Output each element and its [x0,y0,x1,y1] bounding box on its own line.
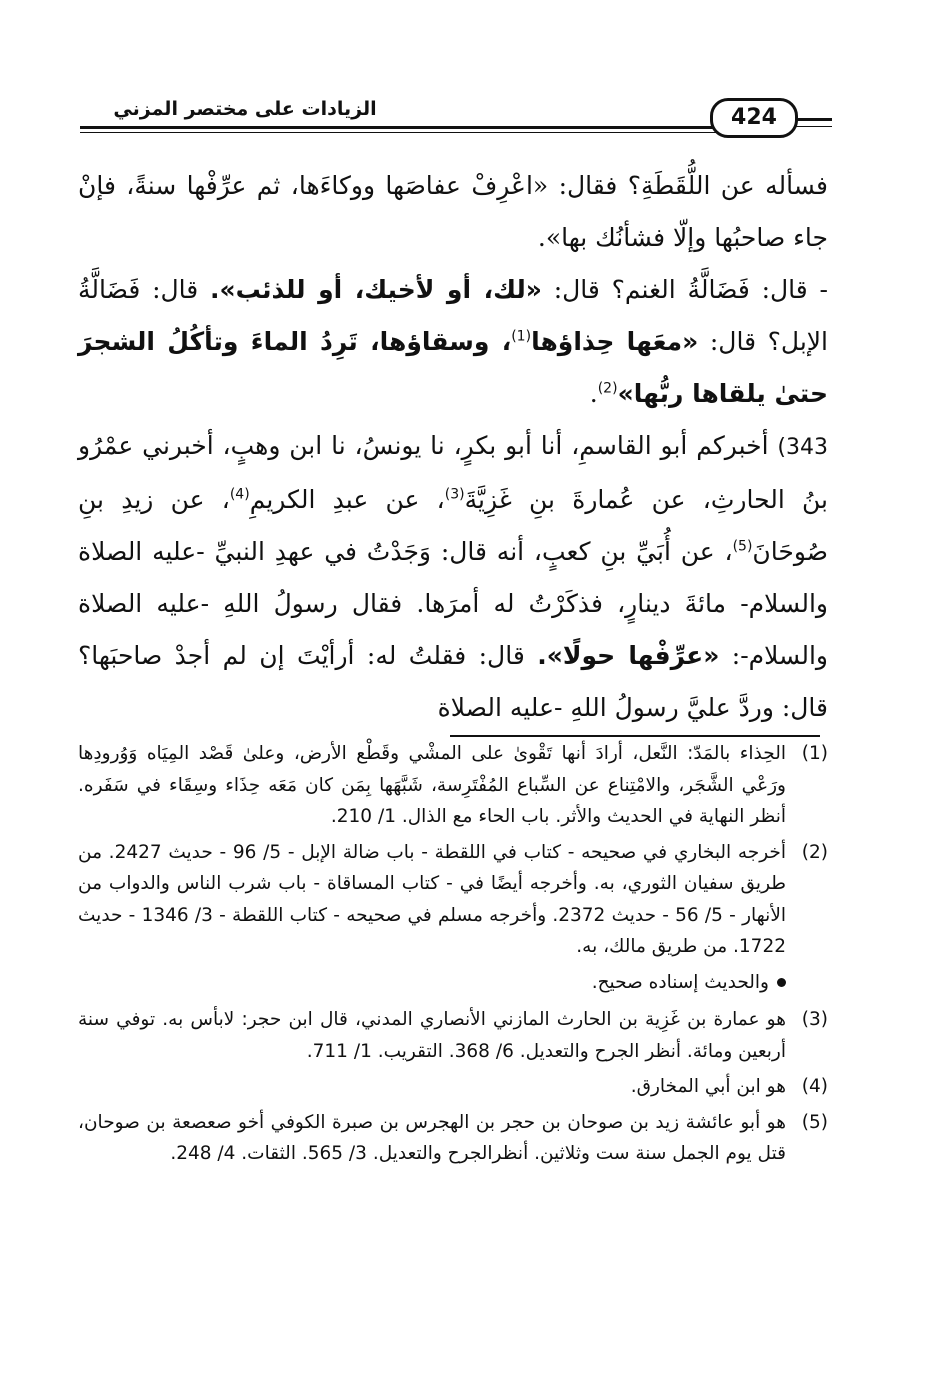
running-title: الزيادات على مختصر المزني [113,98,377,120]
header-rule-thin [80,132,720,133]
footnote-3 [78,1004,828,1067]
footnote-4 [78,1071,828,1103]
footnote-ref-2[interactable]: (2) [597,380,618,397]
footnote-note-text: والحديث إسناده صحيح. [591,971,769,993]
p2-end: . [589,379,598,408]
footnote-ref-5[interactable]: (5) [732,538,753,555]
main-text [78,160,828,734]
footnote-text: هو ابن أبي المخارق. [630,1076,786,1097]
footnote-2-note [78,967,828,999]
paragraph-2 [78,264,828,420]
footnote-ref-1[interactable]: (1) [511,328,532,345]
footnotes [78,738,828,1174]
footnote-text: هو عمارة بن غَزِية بن الحارث المازني الأنصاري المدني، قال ابن حجر: لابأس به. توفي سنة أربعين ومائة. أنظر الجرح والتعديل. 6/ 368. التقريب. 1/ 711. [78,1009,786,1062]
hadith-number: 343) [777,435,828,460]
footnote-indent [786,967,828,999]
page-number: 424 [710,98,798,138]
footnote-ref-4[interactable]: (4) [229,486,250,503]
footnote-number: (3) [801,1009,828,1030]
page-header [70,92,830,142]
p2-text-c: قال: فَضَالَّةُ الإبل؟ قال: [78,275,828,356]
paragraph-1-text: فسأله عن اللُّقَطَةِ؟ فقال: «اعْرِفْ عفاصَها ووكاءَها، ثم عرِّفْها سنةً، فإنْ جاء صاحبُها وإلّا فشأنُك بها». [78,171,828,252]
h343-text-a: أخبركم أبو القاسمِ، أنا أبو بكرٍ، نا يونسُ، نا ابن وهبٍ، أخبرني عمْرُو بنُ الحارثِ، عن عُمارةَ بنِ غَزِيَّةَ [78,431,828,514]
header-rule [80,126,720,129]
footnote-text: الحِذاء بالمَدّ: النَّعل، أرادَ أنها تَقْوىٰ على المشْي وقَطْع الأرض، وعلىٰ قَصْد المِيَاه وَوُرودِها ورَعْي الشَّجَر، والامْتِناع عن السِّباع المُفْتَرِسة، شَبَّهَها بِمَن كان مَعَه حِذَاء وسِقَاء في سَفَره. أنظر النهاية في الحديث والأثر. باب الحاء مع الذال. 1/ 210. [78,743,786,827]
footnote-text: أخرجه البخاري في صحيحه - كتاب في اللقطة - باب ضالة الإبل - 5/ 96 - حديث 2427. من طريق سفيان الثوري، به. وأخرجه أيضًا في - كتاب المساقاة - باب شرب الناس والدواب من الأنهار - 5/ 56 - حديث 2372. وأخرجه مسلم في صحيحه - كتاب اللقطة - 3/ 1346 - حديث 1722. من طريق مالك، به. [78,841,787,957]
p2-quote-2-cont: ، وسقاؤها، تَرِدُ الماءَ وتأكُلُ الشجرَ حتىٰ يلقاها ربُّها» [78,327,828,408]
h343-text-b: ، عن عبدِ الكريمِ [249,485,445,514]
h343-quote: «عرِّفْها حولًا». [537,641,720,670]
footnote-note-line [78,967,786,999]
header-rule-tail [792,118,832,121]
p2-text-a: - قال: فَضَالَّةُ الغنم؟ قال: [541,275,828,304]
footnote-2 [78,837,828,963]
hadith-343 [78,420,828,734]
p2-quote-1: «لك، أو لأخيك، أو للذئب». [210,275,542,304]
footnote-text: هو أبو عائشة زيد بن صوحان بن حجر بن الهجرس بن صبرة الكوفي أخو صعصعة بن صوحان، قتل يوم الجمل سنة ست وثلاثين. أنظرالجرح والتعديل. 3/ 565. الثقات. 4/ 248. [78,1111,786,1164]
h343-text-d: ، عن أُبَيِّ بنِ كعبٍ، أنه قال: وَجَدْتُ في عهدِ النبيِّ -عليه الصلاة والسلام- مائةَ دينارٍ، فذكَرْتُ له أمرَها. فقال رسولُ اللهِ -عليه الصلاة والسلام-: [78,537,828,670]
footnote-ref-3[interactable]: (3) [444,486,465,503]
bullet-icon [777,978,786,987]
p2-quote-2: «معَها حِذاؤها [531,327,699,356]
footnote-number: (1) [801,743,828,764]
footnote-number: (2) [801,841,828,863]
footnote-1 [78,738,828,833]
footnote-separator [450,735,820,737]
footnote-5 [78,1107,828,1170]
h343-text-f: قال: فقلتُ له: أرأيْتَ إن لم أجدْ صاحبَها؟ قال: وردَّ عليَّ رسولُ اللهِ -عليه الصلاة [78,641,828,722]
paragraph-1 [78,160,828,264]
footnote-number: (4) [801,1076,828,1097]
h343-text-c: ، عن زيدِ بنِ صُوحَانَ [78,485,828,566]
header-rule-tail-thin [792,126,832,127]
footnote-number: (5) [801,1111,828,1133]
